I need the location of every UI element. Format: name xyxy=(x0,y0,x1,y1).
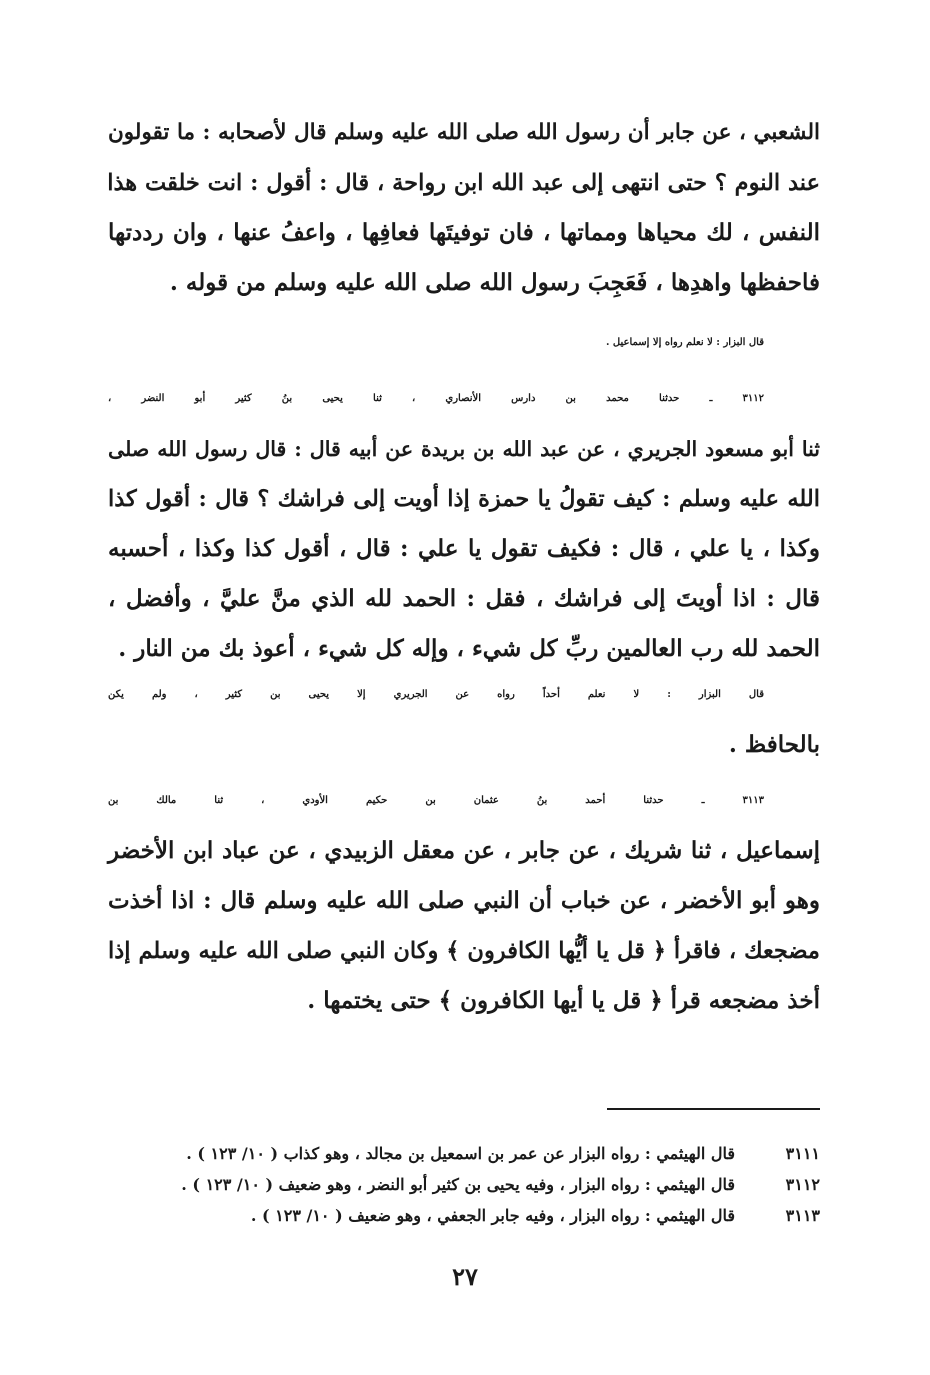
hadith-paragraph-3113 xyxy=(108,776,820,1026)
footnote-number: ٣١١٢ xyxy=(785,1175,820,1194)
footnote-number: ٣١١٣ xyxy=(785,1206,820,1225)
footnote-item xyxy=(108,1138,820,1169)
text-line: ٣١١٢ ـ حدثنا محمد بن دارس الأنصاري ، ثنا يحيى بنُ كثير أبو النضر ، xyxy=(108,393,764,404)
text-line: بالحافظ . xyxy=(728,731,820,758)
text-line: أخذ مضجعه قرأ ﴿ قل يا أيها الكافرون ﴾ حتى يختمها . xyxy=(307,987,820,1014)
footnotes xyxy=(108,1138,820,1231)
text-line: ثنا أبو مسعود الجريري ، عن عبد الله بن بريدة عن أبيه قال : قال رسول الله صلى xyxy=(108,437,820,461)
text-line: عند النوم ؟ حتى انتهى إلى عبد الله ابن رواحة ، قال : أقول : انت خلقت هذا xyxy=(107,170,820,196)
hadith-paragraph-3112 xyxy=(108,374,820,674)
text-line: ٣١١٣ ـ حدثنا أحمد بنُ عثمان بن حكيم الأودي ، ثنا مالك بن xyxy=(108,795,764,806)
text-line: فاحفظها واهدِها ، فَعَجِبَ رسول الله صلى الله عليه وسلم من قوله . xyxy=(169,269,820,296)
footnote-item xyxy=(108,1200,820,1231)
footnote-item xyxy=(108,1169,820,1200)
text-line: الله عليه وسلم : كيف تقولُ يا حمزة إذا أويت إلى فراشك ؟ قال : أقول كذا xyxy=(108,486,820,512)
text-line: الحمد لله رب العالمين ربِّ كل شيء ، وإله كل شيء ، أعوذ بك من النار . xyxy=(118,635,820,662)
text-line: قال البزار : لا نعلم رواه إلا إسماعيل . xyxy=(605,337,764,348)
text-line: إسماعيل ، ثنا شريك ، عن جابر ، عن معقل الزبيدي ، عن عباد ابن الأخضر xyxy=(108,837,820,864)
bazzar-comment-3111 xyxy=(108,318,820,368)
text-line: وهو أبو الأخضر ، عن خباب أن النبي صلى الله عليه وسلم قال : اذا أخذت xyxy=(108,887,820,914)
text-line: مضجعك ، فاقرأ ﴿ قل يا أيُّها الكافرون ﴾ وكان النبي صلى الله عليه وسلم إذا xyxy=(108,938,820,964)
bazzar-comment-3112 xyxy=(108,670,820,770)
footnote-text: قال الهيثمي : رواه البزار ، وفيه يحيى بن كثير أبو النضر ، وهو ضعيف ( ١٠/ ١٢٣ ) . xyxy=(181,1175,735,1194)
text-line: النفس ، لك محياها ومماتها ، فان توفيتَها فعافِها ، واعفُ عنها ، وان رددتها xyxy=(108,219,820,246)
text-line: قال : اذا أويتَ إلى فراشك ، فقل : الحمد لله الذي منَّ عليَّ ، وأفضل ، xyxy=(108,585,820,612)
footnote-text: قال الهيثمي : رواه البزار ، وفيه جابر الجعفي ، وهو ضعيف ( ١٠/ ١٢٣ ) . xyxy=(250,1206,735,1225)
hadith-paragraph-3111-continuation xyxy=(108,108,820,308)
text-line: قال البزار : لا نعلم أحداً رواه عن الجريري إلا يحيى بن كثير ، ولم يكن xyxy=(108,689,764,700)
text-line: الشعبي ، عن جابر أن رسول الله صلى الله عليه وسلم قال لأصحابه : ما تقولون xyxy=(108,120,820,145)
footnote-separator xyxy=(607,1108,820,1110)
text-line: وكذا ، يا علي ، قال : فكيف تقول يا علي : قال ، أقول كذا وكذا ، أحسبه xyxy=(108,535,820,562)
footnote-number: ٣١١١ xyxy=(785,1144,820,1163)
footnote-text: قال الهيثمي : رواه البزار عن عمر بن اسمعيل بن مجالد ، وهو كذاب ( ١٠/ ١٢٣ ) . xyxy=(186,1144,735,1163)
page-number: ٢٧ xyxy=(452,1262,478,1291)
